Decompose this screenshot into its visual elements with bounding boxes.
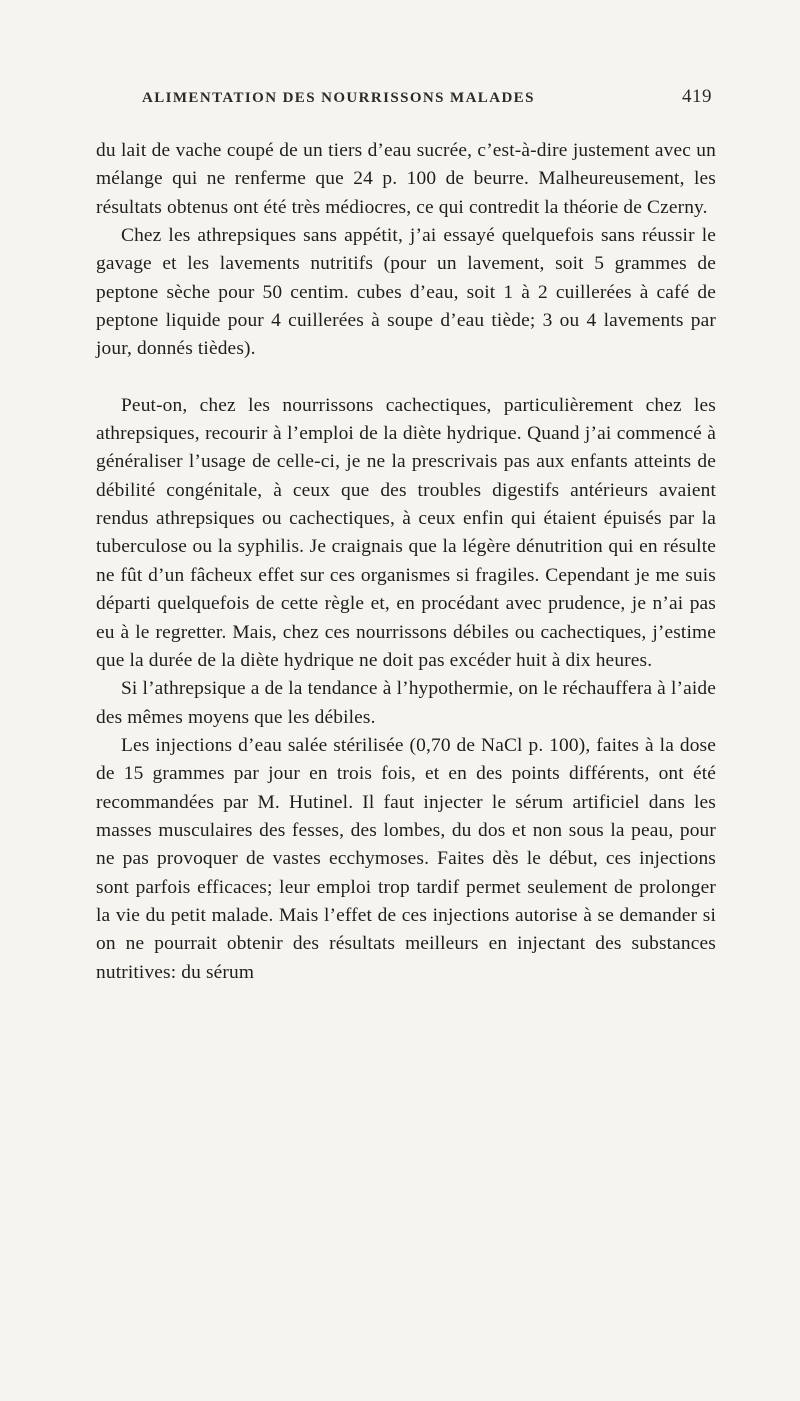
- paragraph-injections: Les injections d’eau salée stérilisée (0,70 de NaCl p. 100), faites à la dose de 15 grammes par jour en trois fois, et en des points différents, ont été recommandées par M. Hutinel. Il faut injecter le sérum artificiel dans les masses musculaires des fesses, des lombes, du dos et non sous la peau, pour ne pas provoquer de vastes ecchymoses. Faites dès le début, ces injections sont parfois efficaces; leur emploi trop tardif permet seulement de prolonger la vie du petit malade. Mais l’effet de ces injections autorise à se demander si on ne pourrait obtenir des résultats meilleurs en injectant des substances nutritives: du sérum: [96, 734, 716, 983]
- paragraph-hypothermie: Si l’athrepsique a de la tendance à l’hypothermie, on le réchauffera à l’aide des mêmes moyens que les débiles.: [96, 678, 716, 728]
- running-title: ALIMENTATION DES NOURRISSONS MALADES: [142, 90, 535, 106]
- body-text: [96, 137, 716, 987]
- paragraph-athrepsiques: Chez les athrepsiques sans appétit, j’ai essayé quelquefois sans réussir le gavage et les lavements nutritifs (pour un lavement, soit 5 grammes de peptone sèche pour 50 centim. cubes d’eau, soit 1 à 2 cuillerées à café de peptone liquide pour 4 cuillerées à soupe d’eau tiède; 3 ou 4 lavements par jour, donnés tièdes).: [96, 225, 716, 360]
- running-head: [142, 86, 712, 114]
- page-number: 419: [682, 86, 712, 107]
- paragraph-continuation: du lait de vache coupé de un tiers d’eau sucrée, c’est-à-dire justement avec un mélange qui ne renferme que 24 p. 100 de beurre. Malheureusement, les résultats obtenus ont été très médiocres, ce qui contredit la théorie de Czerny.: [96, 140, 716, 218]
- paragraph-diete-hydrique: Peut-on, chez les nourrissons cachectiques, particulièrement chez les athrepsiques, recourir à l’emploi de la diète hydrique. Quand j’ai commencé à généraliser l’usage de celle-ci, je ne la prescrivais pas aux enfants atteints de débilité congénitale, à ceux que des troubles digestifs antérieurs avaient rendus athrepsiques ou cachectiques, à ceux enfin qui étaient épuisés par la tuberculose ou la syphilis. Je craignais que la légère dénutrition qui en résulte ne fût d’un fâcheux effet sur ces organismes si fragiles. Cependant je me suis départi quelquefois de cette règle et, en procédant avec prudence, je n’ai pas eu à le regretter. Mais, chez ces nourrissons débiles ou cachectiques, j’estime que la durée de la diète hydrique ne doit pas excéder huit à dix heures.: [96, 394, 716, 671]
